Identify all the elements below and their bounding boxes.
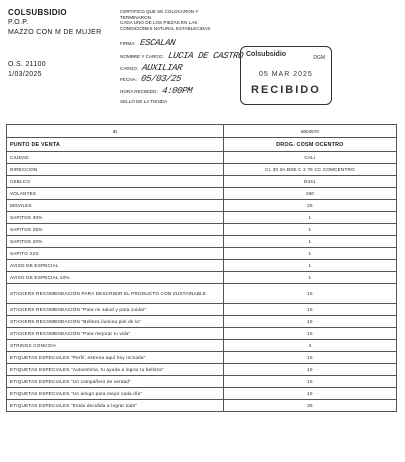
row-label: DIRECCION xyxy=(7,164,224,176)
row-value: CALI xyxy=(223,152,396,164)
stamp-code: DGM xyxy=(313,55,325,61)
pop-table xyxy=(6,124,397,412)
row-label: SAPITOS 20% xyxy=(7,236,224,248)
row-value: 1 xyxy=(223,272,396,284)
row-value: 1 xyxy=(223,260,396,272)
row-label: ETIQUETAS ESPECIALES "Un compañero de verdad" xyxy=(7,376,224,388)
table-row xyxy=(7,224,397,236)
header-left xyxy=(8,8,102,80)
table-row xyxy=(7,340,397,352)
cert-line: CERTIFICO QUE SE COLOCARON Y xyxy=(120,9,199,14)
table-row xyxy=(7,272,397,284)
table-row xyxy=(7,164,397,176)
stamp-date: 05 MAR 2025 xyxy=(259,71,313,78)
firma-value: ESCALAN xyxy=(139,38,176,48)
stamp-brand: Colsubsidio xyxy=(246,51,287,58)
table-header xyxy=(7,125,397,138)
cargo-field xyxy=(120,63,182,73)
row-value: 1 xyxy=(223,212,396,224)
row-label: SAPITO X2X xyxy=(7,248,224,260)
row-label: ETIQUETAS ESPECIALES "Estás decidida a lograr todo" xyxy=(7,400,224,412)
table-row xyxy=(7,152,397,164)
table-row xyxy=(7,212,397,224)
table-row xyxy=(7,138,397,152)
cert-line: TERMINARON xyxy=(120,14,151,20)
cargo-label: CARGO: xyxy=(120,66,139,71)
row-label: PUNTO DE VENTA xyxy=(7,138,224,152)
table-row xyxy=(7,388,397,400)
table-row xyxy=(7,316,397,328)
row-value: CL 30 3A BSE C 2 75 CC COMCENTRO xyxy=(223,164,396,176)
row-label: STICKERS RECOMENDACIÓN PARA DESCRIBIR EL PRODUCTO CON ZUSTAINABLE xyxy=(7,284,224,304)
row-label: STRINGS CONCOIA xyxy=(7,340,224,352)
row-value: 10 xyxy=(223,328,396,340)
row-label: STICKERS RECOMENDACIÓN "Para mi salud y para cuidar" xyxy=(7,304,224,316)
order-date: 1/03/2025 xyxy=(8,71,42,78)
org-name: COLSUBSIDIO xyxy=(8,8,67,17)
row-label: SAPITOS 25% xyxy=(7,224,224,236)
row-label: AVISO DE ESPECIAL 10% xyxy=(7,272,224,284)
row-label: STICKERS RECOMENDACIÓN "Para mejorar tu vida" xyxy=(7,328,224,340)
row-value: 10 xyxy=(223,316,396,328)
row-label: VOLANTES xyxy=(7,188,224,200)
hora-value: 4:00PM xyxy=(161,86,193,96)
table-row xyxy=(7,236,397,248)
hora-label: HORA RECIBIDO: xyxy=(120,89,158,94)
row-label: STICKERS RECOMENDACIÓN "Belleza ilumina piel de la" xyxy=(7,316,224,328)
table-row xyxy=(7,284,397,304)
row-value: 1 xyxy=(223,248,396,260)
firma-field xyxy=(120,38,175,48)
fecha-field xyxy=(120,74,181,84)
fecha-value: 05/03/25 xyxy=(140,74,182,84)
sello-field xyxy=(120,99,167,104)
hora-field xyxy=(120,86,192,96)
table-row xyxy=(7,364,397,376)
header-line3: MAZZO CON M DE MUJER xyxy=(8,29,102,36)
row-label: AVISO DE ESPECIAL xyxy=(7,260,224,272)
row-label: CIUDAD xyxy=(7,152,224,164)
row-label: ETIQUETAS ESPECIALES "Perfil, estrena aquí hoy incluida" xyxy=(7,352,224,364)
row-value: 10 xyxy=(223,304,396,316)
row-value: 4 xyxy=(223,340,396,352)
table-row xyxy=(7,248,397,260)
id-header: ID xyxy=(7,125,224,138)
row-label: MOVILES xyxy=(7,200,224,212)
table-row xyxy=(7,176,397,188)
cert-line: CONDICIONES NATURAL ESTABLECIDAS xyxy=(120,25,211,31)
table-row xyxy=(7,328,397,340)
row-value: 150 xyxy=(223,188,396,200)
row-value: DROG. COSM OCENTRO xyxy=(223,138,396,152)
firma-label: FIRMA: xyxy=(120,41,136,46)
nombre-field xyxy=(120,51,243,61)
table-row xyxy=(7,200,397,212)
row-value: 30 xyxy=(223,400,396,412)
cert-line: CADA UNO DE LOS PIEZAS EN LAS xyxy=(120,20,198,26)
order-number: O.S. 21100 xyxy=(8,61,46,68)
table-row xyxy=(7,352,397,364)
table-row xyxy=(7,188,397,200)
row-value: D441 xyxy=(223,176,396,188)
row-value: 1 xyxy=(223,224,396,236)
header-line2: P.O.P. xyxy=(8,19,29,26)
table-row xyxy=(7,304,397,316)
fecha-label: FECHA: xyxy=(120,77,137,82)
row-value: 1 xyxy=(223,236,396,248)
nombre-label: NOMBRE Y CARGO: xyxy=(120,54,164,59)
row-value: 10 xyxy=(223,284,396,304)
table-row xyxy=(7,376,397,388)
row-label: ETIQUETAS ESPECIALES "Un amigo para mejor cada día" xyxy=(7,388,224,400)
table-row xyxy=(7,400,397,412)
row-label: SAPITOS 30% xyxy=(7,212,224,224)
row-value: 10 xyxy=(223,388,396,400)
row-label: CEBLCO xyxy=(7,176,224,188)
row-label: ETIQUETAS ESPECIALES "Autoestima, tu ayuda a lograr tu belleza" xyxy=(7,364,224,376)
table-row xyxy=(7,260,397,272)
received-stamp xyxy=(240,46,332,105)
certification-block xyxy=(120,9,238,31)
row-value: 20 xyxy=(223,200,396,212)
cargo-value: AUXILIAR xyxy=(141,63,184,73)
row-value: 10 xyxy=(223,352,396,364)
sello-label: SELLO DE LA TIENDA xyxy=(120,99,168,104)
nombre-value: LUCIA DE CASTRO xyxy=(167,51,244,61)
row-value: 10 xyxy=(223,364,396,376)
row-value: 10 xyxy=(223,376,396,388)
id-value: 6004570 xyxy=(223,125,396,138)
stamp-status: RECIBIDO xyxy=(251,84,321,96)
